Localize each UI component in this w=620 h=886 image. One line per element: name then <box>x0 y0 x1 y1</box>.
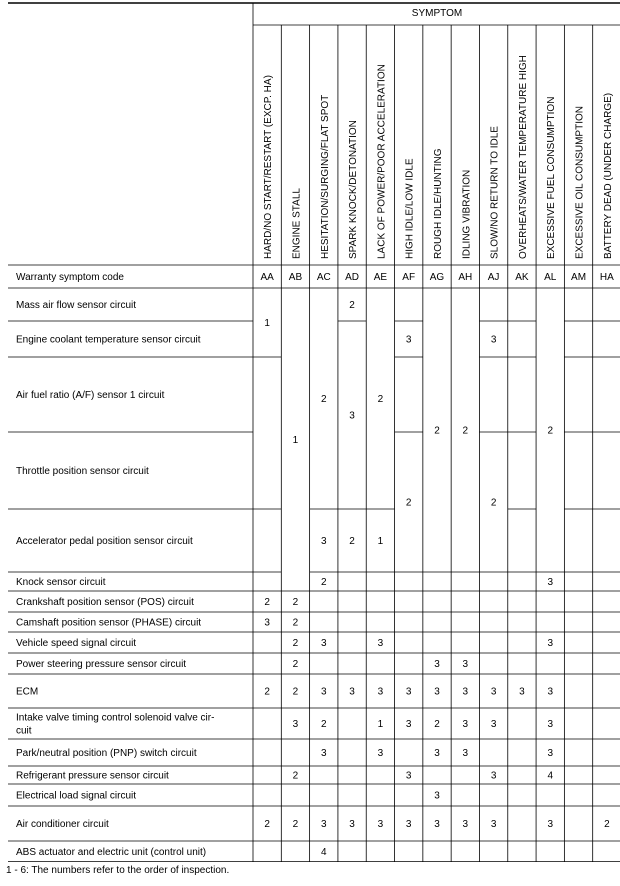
inspection-order-value: 2 <box>292 686 299 698</box>
inspection-order-value: 2 <box>292 617 299 629</box>
row-label: cuit <box>16 725 32 737</box>
inspection-order-value: 1 <box>377 719 384 730</box>
inspection-order-value: 2 <box>320 577 327 588</box>
warranty-code: AH <box>458 272 473 283</box>
warranty-code: AM <box>571 272 587 283</box>
symptom-column-name: ROUGH IDLE/HUNTING <box>433 148 444 259</box>
symptom-column-name: BATTERY DEAD (UNDER CHARGE) <box>602 92 614 259</box>
inspection-order-value: 2 <box>349 300 355 311</box>
symptom-column-name: HIGH IDLE/LOW IDLE <box>404 158 416 259</box>
warranty-code: AJ <box>487 272 500 283</box>
warranty-code: AK <box>515 272 529 283</box>
warranty-symptom-label: Warranty symptom code <box>16 272 124 283</box>
inspection-order-value: 2 <box>547 425 554 437</box>
inspection-order-value: 3 <box>405 819 412 830</box>
inspection-order-value: 2 <box>292 659 299 670</box>
inspection-order-value: 3 <box>405 686 412 698</box>
warranty-code: AE <box>373 272 388 283</box>
inspection-order-value: 3 <box>377 638 384 649</box>
inspection-order-value: 3 <box>490 819 497 830</box>
symptom-column-name: EXCESSIVE FUEL CONSUMPTION <box>546 96 558 259</box>
symptom-column-name: HESITATION/SURGING/FLAT SPOT <box>319 94 331 259</box>
row-label: ABS actuator and electric unit (control unit) <box>16 847 207 858</box>
inspection-order-value: 3 <box>434 659 440 670</box>
inspection-order-value: 3 <box>547 686 554 698</box>
inspection-order-value: 3 <box>462 659 469 670</box>
inspection-order-value: 4 <box>320 847 327 858</box>
inspection-order-value: 2 <box>320 719 327 730</box>
inspection-order-value: 3 <box>320 638 327 649</box>
inspection-order-value: 3 <box>434 819 440 830</box>
row-label: Mass air flow sensor circuit <box>16 300 137 311</box>
inspection-order-value: 3 <box>434 748 440 759</box>
row-label: Air conditioner circuit <box>16 819 109 830</box>
inspection-order-value: 3 <box>320 819 327 830</box>
inspection-order-value: 3 <box>434 686 440 698</box>
symptom-column-name: EXCESSIVE OIL CONSUMPTION <box>574 106 586 259</box>
inspection-order-value: 2 <box>292 597 299 608</box>
symptom-column-name: HARD/NO START/RESTART (EXCP. HA) <box>263 75 275 259</box>
inspection-order-value: 2 <box>490 497 497 509</box>
inspection-order-value: 4 <box>547 770 554 782</box>
row-label: Accelerator pedal position sensor circuit <box>16 536 193 547</box>
symptom-header: SYMPTOM <box>411 8 463 19</box>
warranty-code: AD <box>345 272 360 283</box>
symptom-column-name: OVERHEATS/WATER TEMPERATURE HIGH <box>517 55 529 259</box>
inspection-order-value: 3 <box>547 577 554 588</box>
inspection-order-value: 2 <box>264 686 270 698</box>
inspection-order-value: 3 <box>519 686 525 698</box>
symptom-column-name: ENGINE STALL <box>291 188 303 259</box>
warranty-code: AF <box>402 272 416 283</box>
inspection-order-value: 2 <box>434 719 440 730</box>
inspection-order-value: 1 <box>377 536 384 547</box>
row-label: Power steering pressure sensor circuit <box>16 659 187 670</box>
warranty-code: AL <box>544 272 557 283</box>
inspection-order-value: 2 <box>604 819 610 830</box>
warranty-code: HA <box>599 272 614 283</box>
row-label: ECM <box>16 686 39 698</box>
symptom-column-name: SLOW/NO RETURN TO IDLE <box>489 126 501 259</box>
inspection-order-value: 3 <box>462 686 469 698</box>
inspection-order-value: 3 <box>434 790 440 802</box>
inspection-order-value: 2 <box>405 497 412 509</box>
symptom-column-name: SPARK KNOCK/DETONATION <box>348 120 360 259</box>
inspection-order-value: 3 <box>490 719 497 730</box>
footnote: 1 - 6: The numbers refer to the order of inspection. <box>6 865 230 876</box>
inspection-order-value: 3 <box>490 770 497 782</box>
row-label: Refrigerant pressure sensor circuit <box>16 770 169 782</box>
row-label: Park/neutral position (PNP) switch circuit <box>16 748 197 759</box>
inspection-order-value: 3 <box>320 536 327 547</box>
inspection-order-value: 3 <box>547 638 554 649</box>
warranty-code: AC <box>316 272 331 283</box>
inspection-order-value: 3 <box>320 686 327 698</box>
inspection-order-value: 3 <box>320 748 327 759</box>
inspection-order-value: 2 <box>434 425 440 437</box>
inspection-order-value: 3 <box>547 719 554 730</box>
inspection-order-value: 3 <box>547 819 554 830</box>
row-label: Knock sensor circuit <box>16 577 106 588</box>
inspection-order-value: 2 <box>377 394 384 405</box>
inspection-order-value: 2 <box>349 536 355 547</box>
inspection-order-value: 2 <box>292 819 299 830</box>
inspection-order-value: 3 <box>405 719 412 730</box>
row-label: Intake valve timing control solenoid valve cir- <box>16 712 215 724</box>
inspection-order-value: 3 <box>349 819 355 830</box>
inspection-order-value: 3 <box>462 819 469 830</box>
inspection-order-value: 3 <box>547 748 554 759</box>
inspection-order-value: 1 <box>292 435 299 446</box>
inspection-order-value: 2 <box>264 819 270 830</box>
inspection-order-value: 3 <box>349 686 355 698</box>
inspection-order-value: 3 <box>377 686 384 698</box>
inspection-order-value: 3 <box>490 686 497 698</box>
symptom-column-name: LACK OF POWER/POOR ACCELERATION <box>376 64 388 259</box>
inspection-order-value: 2 <box>292 638 299 649</box>
table-text <box>16 8 614 858</box>
row-label: Throttle position sensor circuit <box>16 466 149 477</box>
row-label: Engine coolant temperature sensor circuit <box>16 334 201 346</box>
inspection-order-value: 3 <box>490 334 497 346</box>
inspection-order-value: 3 <box>264 617 270 629</box>
inspection-order-value: 3 <box>405 334 412 346</box>
inspection-order-value: 3 <box>292 719 299 730</box>
inspection-order-value: 2 <box>292 770 299 782</box>
inspection-order-value: 1 <box>264 318 270 329</box>
inspection-order-value: 2 <box>264 597 270 608</box>
row-label: Electrical load signal circuit <box>16 790 137 802</box>
warranty-code: AA <box>260 272 274 283</box>
row-label: Crankshaft position sensor (POS) circuit <box>16 597 194 608</box>
warranty-code: AG <box>429 272 445 283</box>
inspection-order-value: 3 <box>462 748 469 759</box>
inspection-order-value: 3 <box>349 410 355 422</box>
inspection-order-value: 3 <box>462 719 469 730</box>
row-label: Air fuel ratio (A/F) sensor 1 circuit <box>16 390 165 401</box>
inspection-order-value: 3 <box>405 770 412 782</box>
row-label: Camshaft position sensor (PHASE) circuit <box>16 617 202 629</box>
inspection-order-value: 3 <box>377 819 384 830</box>
inspection-order-value: 3 <box>377 748 384 759</box>
row-label: Vehicle speed signal circuit <box>16 638 137 649</box>
symptom-column-name: IDLING VIBRATION <box>461 169 473 259</box>
inspection-order-value: 2 <box>462 425 469 437</box>
warranty-code: AB <box>288 272 303 283</box>
inspection-order-value: 2 <box>320 394 327 405</box>
